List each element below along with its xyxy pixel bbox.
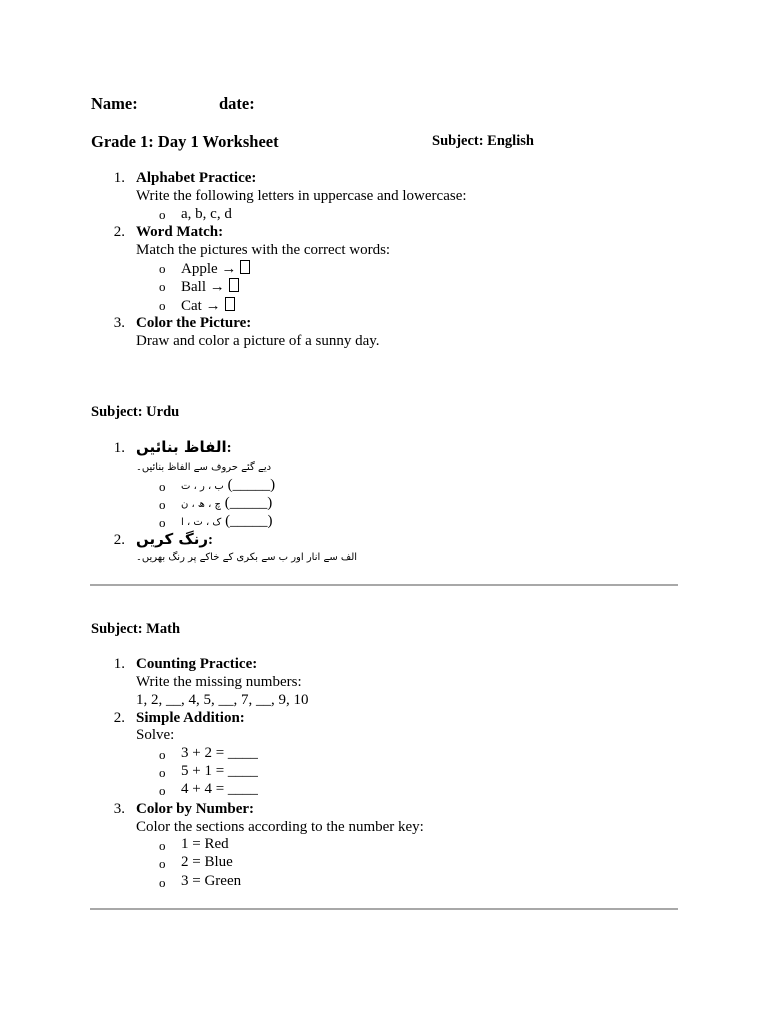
- urdu-letters: چ ، ھ ، ن: [181, 499, 221, 510]
- item-number: 1.: [113, 170, 125, 186]
- addition-problem: 3 + 2 = ____: [181, 745, 258, 761]
- urdu-title-text: الفاظ بنائیں: [136, 438, 227, 456]
- bullet-marker: o: [159, 783, 166, 798]
- item-number: 3.: [113, 315, 125, 331]
- urdu-instruction: دیے گئے حروف سے الفاظ بنائیں۔: [136, 462, 272, 473]
- item-number: 3.: [113, 801, 125, 817]
- worksheet-title: Grade 1: Day 1 Worksheet: [91, 132, 279, 151]
- date-label: date:: [219, 94, 255, 113]
- item-number: 2.: [113, 532, 125, 548]
- item-number: 1.: [113, 440, 125, 456]
- bullet-marker: o: [159, 747, 166, 762]
- color-key-item: 3 = Green: [181, 873, 242, 889]
- bullet-item-ball: [181, 278, 239, 296]
- section-divider: [90, 908, 678, 910]
- item-instruction: Write the missing numbers:: [136, 674, 302, 690]
- bullet-marker: o: [159, 479, 166, 494]
- answer-blank: (_____): [227, 477, 276, 493]
- missing-glyph-box: [229, 278, 239, 292]
- answer-blank: (_____): [224, 495, 273, 511]
- bullet-marker: o: [159, 279, 166, 294]
- item-title-color-the-picture: Color the Picture:: [136, 315, 252, 331]
- bullet-text: Cat →: [181, 298, 221, 314]
- bullet-text: a, b, c, d: [181, 206, 232, 222]
- bullet-marker: o: [159, 497, 166, 512]
- item-title-counting-practice: Counting Practice:: [136, 656, 258, 672]
- bullet-marker: o: [159, 298, 166, 313]
- urdu-title-text: رنگ کریں: [136, 530, 209, 548]
- urdu-bullet: [181, 477, 275, 494]
- title-colon: :: [208, 532, 214, 548]
- bullet-marker: o: [159, 261, 166, 276]
- title-colon: :: [226, 440, 232, 456]
- addition-problem: 5 + 1 = ____: [181, 763, 258, 779]
- bullet-item-cat: [181, 297, 235, 315]
- item-instruction: Color the sections according to the number key:: [136, 819, 424, 835]
- urdu-letters: ب ، ر ، ت: [181, 481, 224, 492]
- item-instruction: Draw and color a picture of a sunny day.: [136, 333, 380, 349]
- urdu-letters: ک ، ت ، ا: [181, 517, 222, 528]
- missing-glyph-box: [225, 297, 235, 311]
- bullet-marker: o: [159, 838, 166, 853]
- color-key-item: 2 = Blue: [181, 854, 233, 870]
- urdu-item-title: [136, 438, 232, 457]
- item-number: 2.: [113, 224, 125, 240]
- missing-glyph-box: [240, 260, 250, 274]
- item-title-simple-addition: Simple Addition:: [136, 710, 245, 726]
- bullet-marker: o: [159, 875, 166, 890]
- item-title-alphabet-practice: Alphabet Practice:: [136, 170, 257, 186]
- item-number: 2.: [113, 710, 125, 726]
- subject-math: Subject: Math: [91, 621, 181, 637]
- bullet-marker: o: [159, 207, 166, 222]
- item-instruction: Write the following letters in uppercase and lowercase:: [136, 188, 467, 204]
- urdu-item-title: [136, 530, 213, 549]
- subject-urdu: Subject: Urdu: [91, 404, 180, 420]
- number-sequence: 1, 2, __, 4, 5, __, 7, __, 9, 10: [136, 692, 309, 708]
- item-title-word-match: Word Match:: [136, 224, 224, 240]
- name-label: Name:: [91, 94, 138, 113]
- bullet-text: Apple →: [181, 261, 237, 277]
- subject-english: Subject: English: [432, 133, 534, 149]
- urdu-bullet: [181, 513, 273, 530]
- item-title-color-by-number: Color by Number:: [136, 801, 255, 817]
- urdu-instruction: الف سے انار اور ب سے بکری کے خاکے پر رنگ بھریں۔: [136, 552, 358, 563]
- addition-problem: 4 + 4 = ____: [181, 781, 258, 797]
- answer-blank: (_____): [225, 513, 273, 529]
- bullet-item-apple: [181, 260, 250, 278]
- color-key-item: 1 = Red: [181, 836, 229, 852]
- section-divider: [90, 584, 678, 586]
- item-instruction: Solve:: [136, 727, 175, 743]
- bullet-text: Ball →: [181, 279, 225, 295]
- urdu-bullet: [181, 495, 272, 512]
- bullet-marker: o: [159, 515, 166, 530]
- bullet-marker: o: [159, 856, 166, 871]
- bullet-marker: o: [159, 765, 166, 780]
- item-instruction: Match the pictures with the correct words:: [136, 242, 391, 258]
- item-number: 1.: [113, 656, 125, 672]
